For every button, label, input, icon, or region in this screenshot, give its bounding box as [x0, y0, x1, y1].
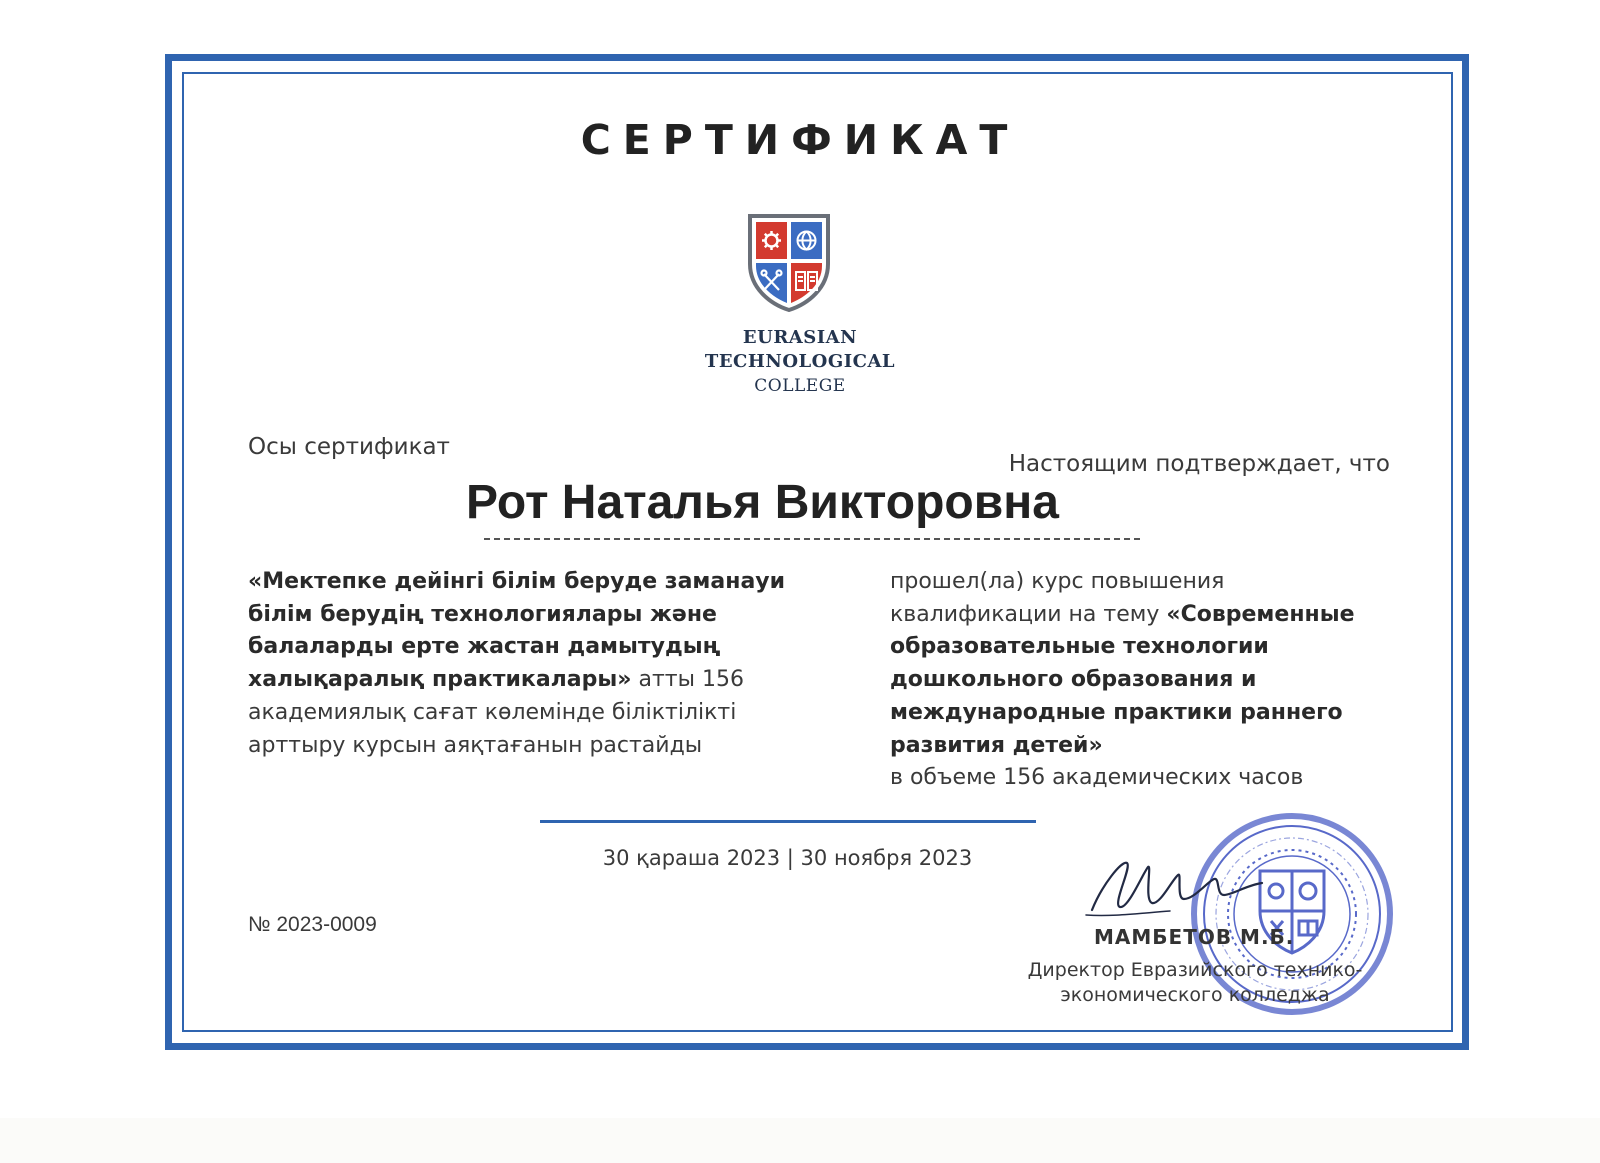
signer-title-line1: Директор Евразийского технико-	[1027, 959, 1363, 981]
signer-title	[1000, 958, 1390, 1008]
scan-background	[0, 1118, 1600, 1163]
course-prefix-russian: прошел(ла) курс повышения квалификации на тему	[890, 569, 1225, 627]
college-logo-shield	[746, 212, 832, 312]
signer-title-line2: экономического колледжа	[1060, 984, 1330, 1006]
course-details-russian: в объеме 156 академических часов	[890, 765, 1304, 791]
date-divider	[540, 820, 1036, 823]
certificate-title: СЕРТИФИКАТ	[580, 116, 1020, 164]
course-description-kazakh	[248, 566, 808, 762]
intro-text-kazakh: Осы сертификат	[248, 434, 450, 460]
course-description-russian	[890, 566, 1390, 795]
logo-line-college: COLLEGE	[754, 376, 846, 396]
logo-line-technological: TECHNOLOGICAL	[704, 351, 896, 372]
recipient-name: Рот Наталья Викторовна	[466, 476, 1059, 529]
signer-name: МАМБЕТОВ М.Б.	[1094, 925, 1295, 949]
intro-text-russian: Настоящим подтверждает, что	[1008, 451, 1390, 477]
course-details-kazakh: атты 156 академиялық сағат көлемінде біліктілікті арттыру курсын аяқтағанын растайды	[248, 667, 744, 758]
certificate-number: № 2023-0009	[248, 913, 377, 936]
name-underline	[484, 538, 1140, 540]
course-title-russian: «Современные образовательные технологии дошкольного образования и международные практики раннего развития детей»	[890, 601, 1355, 758]
issue-date: 30 қараша 2023 | 30 ноября 2023	[602, 846, 973, 870]
college-logo-text	[0, 326, 1600, 398]
logo-line-eurasian: EURASIAN	[742, 327, 858, 348]
course-title-kazakh: «Мектепке дейінгі білім беруде заманауи білім берудің технологиялары және балаларды ерте жастан дамытудың халықаралық практикалары»	[248, 569, 786, 693]
director-signature	[1082, 855, 1272, 925]
